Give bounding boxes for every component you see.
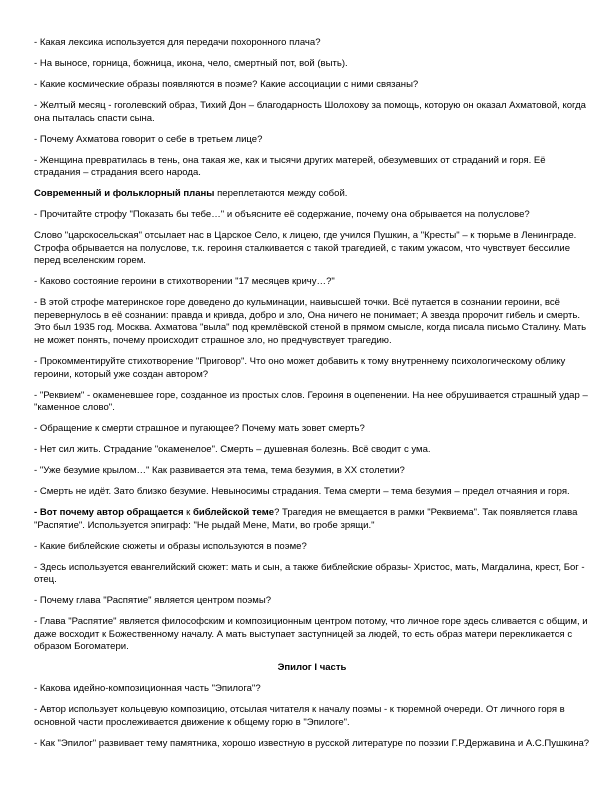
- paragraph: - Автор использует кольцевую композицию, отсылая читателя к началу поэмы - к тюремной очереди. От личного горя в основной части прослеживается движение к общему горю в "Эпилоге".: [34, 704, 565, 728]
- bold-phrase: библейской теме: [193, 507, 275, 519]
- paragraph: Слово "царскосельская" отсылает нас в Царское Село, к лицею, где учился Пушкин, а "Кресты" – к тюрьме в Ленинграде. Строфа обрывается на полуслове, т.к. героиня сталкивается с такой трагедией, с таким ужасом, что чувствует бессилие перед вселенским горем.: [34, 230, 577, 267]
- paragraph-text: к: [183, 507, 193, 519]
- paragraph: - Какие космические образы появляются в поэме? Какие ассоциации с ними связаны?: [34, 78, 419, 90]
- bold-phrase: Современный и фольклорный планы: [34, 188, 215, 200]
- paragraph: - Нет сил жить. Страдание "окаменелое". Смерть – душевная болезнь. Всё сводит с ума.: [34, 444, 431, 456]
- paragraph: - В этой строфе материнское горе доведено до кульминации, наивысшей точки. Всё путается в сознании героини, всё перевернулось в её сознании: правда и кривда, добро и зло, Она ничего не понимает; А звезда пророчит гибель и смерть. Это был 1935 год. Москва. Ахматова "выла" под кремлёвской стеной в прямом смысле, когда писала письмо Сталину. Мать не может понять, почему происходит страшное зло, но предчувствует трагедию.: [34, 297, 587, 346]
- paragraph: - Почему Ахматова говорит о себе в третьем лице?: [34, 133, 263, 145]
- section-heading: Эпилог I часть: [277, 662, 347, 674]
- paragraph: - Каково состояние героини в стихотворении "17 месяцев кричу…?": [34, 276, 335, 288]
- bold-phrase: - Вот почему автор обращается: [34, 507, 184, 519]
- paragraph-text: переплетаются между собой.: [214, 188, 348, 200]
- paragraph: - Какова идейно-композиционная часть "Эпилога"?: [34, 683, 261, 695]
- paragraph: - Прочитайте строфу "Показать бы тебе…" и объясните её содержание, почему она обрывается на полуслове?: [34, 209, 530, 221]
- paragraph: [34, 507, 590, 532]
- paragraph: - Какая лексика используется для передачи похоронного плача?: [34, 37, 321, 48]
- paragraph: - Женщина превратилась в тень, она такая же, как и тысячи других матерей, обезумевших от страданий и горя. Её страдания – страдания всего народа.: [34, 154, 546, 179]
- paragraph: - Желтый месяц - гоголевский образ, Тихий Дон – благодарность Шолохову за помощь, которую он оказал Ахматовой, когда она пыталась спасти сына.: [34, 99, 586, 124]
- paragraph: - Смерть не идёт. Зато близко безумие. Невыносимы страдания. Тема смерти – тема безумия – предел отчаяния и горя.: [34, 486, 570, 498]
- document-body: [34, 37, 590, 759]
- paragraph: - Глава "Распятие" является философским и композиционным центром потому, что личное горе здесь сливается с общим, и даже восходит к Божественному началу. А мать выступает заступницей за людей, то есть образ матери перекликается с образом Богоматери.: [34, 616, 588, 653]
- paragraph: - Какие библейские сюжеты и образы используются в поэме?: [34, 540, 307, 552]
- paragraph: - На выносе, горница, божница, икона, чело, смертный пот, вой (выть).: [34, 57, 348, 69]
- paragraph: - Обращение к смерти страшное и пугающее? Почему мать зовет смерть?: [34, 423, 365, 435]
- paragraph: - "Реквием" - окаменевшее горе, созданное из простых слов. Героиня в оцепенении. На нее обрушивается страшный удар – "каменное слово".: [34, 389, 588, 414]
- paragraph: - Прокомментируйте стихотворение "Приговор". Что оно может добавить к тому внутреннему психологическому облику героини, который уже создан автором?: [34, 355, 566, 380]
- paragraph: - Здесь используется евангелийский сюжет: мать и сын, а также библейские образы- Христос, мать, Магдалина, крест, Бог - отец.: [34, 561, 585, 586]
- paragraph: [34, 188, 590, 201]
- paragraph: - Почему глава "Распятие" является центром поэмы?: [34, 595, 272, 607]
- paragraph: - Как "Эпилог" развивает тему памятника, хорошо известную в русской литературе по поэзии Г.Р.Державина и А.С.Пушкина?: [34, 737, 590, 749]
- paragraph-text: ? Трагедия не вмещается в рамки "Реквиема". Так появляется глава "Распятие". Используется эпиграф: "Не рыдай Мене, Мати, во гробе зрящи.": [34, 507, 578, 531]
- paragraph: - "Уже безумие крылом…" Как развивается эта тема, тема безумия, в XX столетии?: [34, 465, 405, 477]
